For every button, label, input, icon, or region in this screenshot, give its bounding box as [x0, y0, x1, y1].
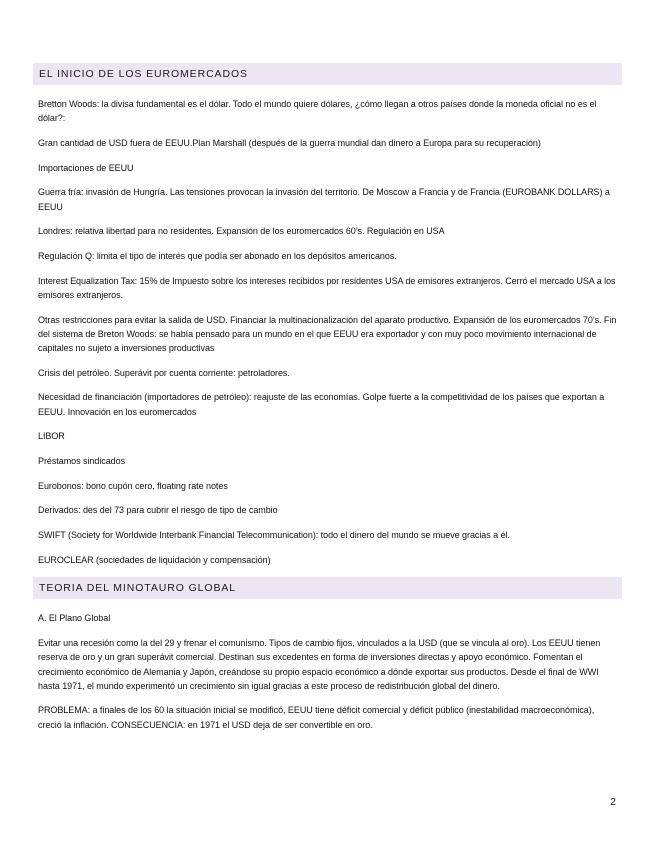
paragraph-londres: Londres: relativa libertad para no residentes. Expansión de los euromercados 60’s. Regulación en USA	[38, 226, 445, 237]
paragraph-regulacion-q: Regulación Q: limita el tipo de interés que podía ser abonado en los depósitos americanos.	[38, 250, 397, 261]
section-title-minotauro: TEORIA DEL MINOTAURO GLOBAL	[33, 577, 622, 599]
paragraph-bretton-woods: Bretton Woods: la divisa fundamental es el dólar. Todo el mundo quiere dólares, ¿cómo llegan a otros países donde la moneda oficial no es el dólar?:	[38, 99, 597, 124]
paragraph-derivados: Derivados: des del 73 para cubrir el riesgo de tipo de cambio	[38, 505, 278, 516]
page-number: 2	[610, 796, 616, 808]
paragraph-importaciones: Importaciones de EEUU	[38, 162, 134, 173]
paragraph-interest-equalization-tax: Interest Equalization Tax: 15% de Impuesto sobre los intereses recibidos por residentes USA de emisores extranjeros. Cerró el mercado USA a los emisores extranjeros.	[38, 275, 616, 300]
document-page	[33, 63, 622, 742]
paragraph-crisis-petroleo: Crisis del petróleo. Superávit por cuenta corriente: petroladores.	[38, 367, 290, 378]
paragraph-otras-restricciones: Otras restricciones para evitar la salida de USD. Financiar la multinacionalización del aparato productivo. Expansión de los euromercados 70’s. Fin del sistema de Breton Woods: se había pensado para un mundo en el que EEUU era exportador y con muy poco movimiento internacional de capitales no sujeto a inversiones productivas	[38, 314, 617, 353]
paragraph-swift: SWIFT (Society for Worldwide Interbank Financial Telecommunication): todo el dinero del mundo se mueve gracias a él.	[38, 530, 510, 541]
paragraph-plano-global: A. El Plano Global	[38, 613, 111, 624]
paragraph-necesidad-financiacion: Necesidad de financiación (importadores de petróleo): reajuste de las economías. Golpe fuerte a la competitividad de los países que exportan a EEUU. Innovación en los euromercados	[38, 392, 605, 417]
paragraph-prestamos-sindicados: Préstamos sindicados	[38, 455, 126, 466]
paragraph-libor: LIBOR	[38, 431, 65, 442]
paragraph-evitar-recesion: Evitar una recesión como la del 29 y frenar el comunismo. Tipos de cambio fijos, vinculados a la USD (que se vincula al oro). Los EEUU tienen reserva de oro y un gran superávit comercial. Destinan sus excedentes en forma de inversiones directas y apoyo económico. Fomentan el crecimiento económico de Alemania y Japón, creándose su propio espacio económico a dónde exportar sus productos. Desde el final de WWI hasta 1971, el mundo experimentó un crecimiento sin igual gracias a este proceso de redistribución global del dinero.	[38, 638, 601, 691]
paragraph-guerra-fria: Guerra fría: invasión de Hungría. Las tensiones provocan la invasión del territorio. De Moscow a Francia y de Francia (EUROBANK DOLLARS) a EEUU	[38, 187, 610, 212]
section-title-euromercados: EL INICIO DE LOS EUROMERCADOS	[33, 63, 622, 85]
paragraph-euroclear: EUROCLEAR (sociedades de liquidación y compensación)	[38, 554, 271, 565]
paragraph-eurobonos: Eurobonos: bono cupón cero, floating rate notes	[38, 480, 228, 491]
paragraph-plan-marshall: Gran cantidad de USD fuera de EEUU.Plan Marshall (después de la guerra mundial dan dinero a Europa para su recuperación)	[38, 137, 541, 148]
paragraph-problema: PROBLEMA: a finales de los 60 la situación inicial se modificó, EEUU tiene déficit comercial y déficit público (inestabilidad macroeconómica), creció la inflación. CONSECUENCIA: en 1971 el USD deja de ser convertible en oro.	[38, 705, 595, 730]
